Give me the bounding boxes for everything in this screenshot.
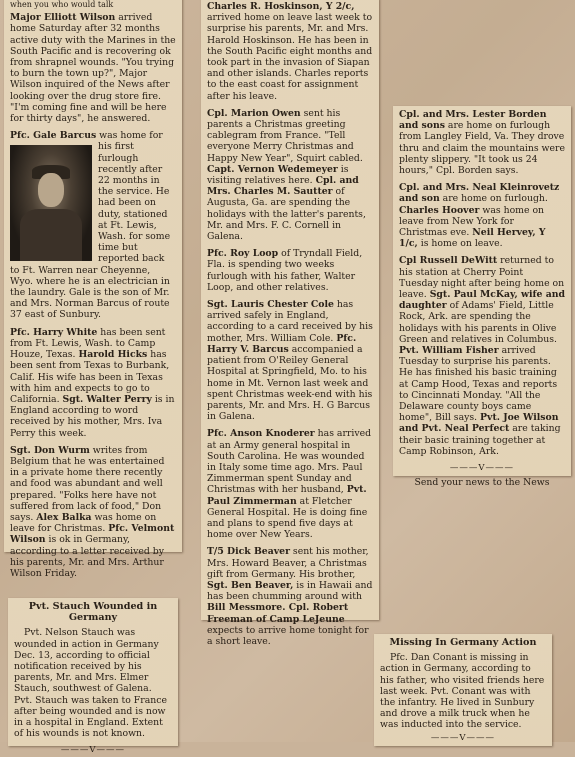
name-wilson-perfect: Pvt. Joe Wilson and Pvt. Neal Perfect: [399, 412, 559, 435]
headline-conant: Missing In Germany Action: [389, 637, 537, 648]
name-ben-beaver: Sgt. Ben Beaver,: [207, 579, 294, 591]
text-velmont-wilson: is ok in Germany, according to a letter received by his parents, Mr. and Mrs. Arthur Wilson Friday.: [10, 534, 164, 579]
name-don-wurm: Sgt. Don Wurm: [10, 444, 90, 456]
news-item-white: [10, 327, 176, 439]
text-barcus: was home for his first furlough recently after 22 months in the service. He had been on duty, stationed at Ft. Lewis, Wash. for some time but reported back to Ft. Warren near Cheyenne, Wyo. where he is an electrician in the laundry. Gale is the son of Mr. and Mrs. Norman Barcus of route 37 east of Sunbury.: [10, 130, 171, 321]
name-elliott-wilson: Major Elliott Wilson: [10, 12, 116, 24]
soldier-portrait-photo: [10, 145, 92, 261]
text-owen: sent his parents a Christmas greeting cablegram from France. "Tell everyone Merry Christmas and Happy New Year", Squirt cabled.: [207, 107, 363, 164]
text-balka: was home on leave for Christmas.: [10, 511, 157, 535]
text-zimmerman: at Fletcher General Hospital. He is doing fine and plans to spend five days at home over New Years.: [207, 495, 368, 541]
headline-stauch: Pvt. Stauch Wounded in Germany: [28, 601, 158, 624]
name-hervey: Neil Hervey, Y 1/c,: [399, 227, 546, 250]
name-gale-barcus: Pfc. Gale Barcus: [10, 130, 97, 142]
text-fisher: arrived Tuesday to surprise his parents. He has finished his basic training at Camp Hood, Texas and reports to Cincinnati Monday. "All the Delaware county boys came home", Bill says.: [399, 345, 558, 424]
text-knoderer: has arrived at an Army general hospital in South Carolina. He was wounded in Italy some time ago. Mrs. Paul Zimmerman spent Sunday and Christmas with her husband,: [207, 428, 372, 496]
clipping-conant: [374, 634, 552, 746]
name-alex-balka: Alex Balka: [36, 511, 92, 523]
text-conant: Pfc. Dan Conant is missing in action in Germany, according to his father, who visited friends here last week. Pvt. Conant was with the infantry. He lived in Sunbury and drove a milk truck when he was inducted into the service.: [380, 652, 545, 731]
name-marion-owen: Cpl. Marion Owen: [207, 107, 301, 119]
clipping-column-3: [393, 106, 571, 489]
news-item-dewitt: [399, 255, 565, 457]
news-item-loop: [207, 248, 373, 293]
text-perry: is in England according to word received by his mother, Mrs. Iva Perry this week.: [10, 393, 175, 439]
name-harry-barcus: Pfc. Harry V. Barcus: [207, 332, 357, 355]
text-sautter: of Augusta, Ga. are spending the holidays with the latter's parents, Mr. and Mrs. F. C. Cornell in Galena.: [207, 186, 366, 243]
text-wedemeyer: is visiting relatives here.: [207, 163, 349, 187]
text-cole: has arrived safely in England, according to a card received by his mother, Mrs. William Cole.: [207, 299, 373, 344]
news-item-kleinrovetz: [399, 182, 565, 249]
name-harold-hicks: Harold Hicks: [78, 349, 148, 361]
text-wilson-perfect: are taking their basic training together at Camp Robinson, Ark.: [399, 423, 561, 457]
name-hoskinson: Charles R. Hoskinson, Y 2/c,: [207, 1, 355, 12]
name-fisher: Pvt. William Fisher: [399, 345, 499, 357]
text-freeman: expects to arrive home tonight for a short leave.: [207, 624, 369, 647]
name-borden: Cpl. and Mrs. Lester Borden and sons: [399, 109, 547, 132]
text-stauch: Pvt. Nelson Stauch was wounded in action in Germany Dec. 13, according to official notification received by his parents, Mr. and Mrs. Elmer Stauch, southwest of Galena. Pvt. Stauch was taken to France after being wounded and is now in a hospital in England. Extent of his wounds is not known.: [14, 627, 167, 740]
text-wilson: arrived home Saturday after 32 months active duty with the Marines in the South Pacific and is recovering ok from shrapnel wounds. "You trying to burn the town up?", Major Wilson inquired of the News after looking over the drug store fire. "I'm coming fine and will be here for thirty days", he answered.: [10, 12, 176, 125]
news-item-owen: [207, 108, 373, 242]
footer-send-news: Send your news to the News: [414, 477, 550, 489]
clipping-stauch: [8, 598, 178, 756]
clipping-column-1: [4, 0, 182, 579]
text-borden: are home on furlough from Langley Field, Va. They drove thru and claim the mountains were plenty slippery. "It took us 24 hours," Cpl. Borden says.: [399, 120, 565, 177]
news-item-beaver: [207, 546, 373, 647]
text-wurm: writes from Belgium that he was entertained in a private home there recently and food was abundant and well prepared. "Folks here have not suffered from lack of food," Don says.: [10, 444, 165, 523]
text-ben-beaver: is in Hawaii and has been chumming around with: [207, 579, 373, 603]
text-hoskinson: arrived home on leave last week to surprise his parents, Mr. and Mrs. Harold Hoskinson. He has been in the South Pacific eight months and took part in the invasion of Siapan and other islands. Charles reports to the east coast for assignment after his leave.: [207, 12, 373, 102]
clipping-top-line: when you who would talk: [10, 0, 114, 9]
name-lauris-cole: Sgt. Lauris Chester Cole: [207, 299, 334, 311]
text-dewitt: returned to his station at Cherry Point Tuesday night after being home on leave.: [399, 255, 565, 301]
news-item-cole: [207, 299, 373, 422]
text-hervey: is home on leave.: [417, 238, 503, 250]
name-kleinrovetz: Cpl. and Mrs. Neal Kleinrovetz and son: [399, 182, 560, 205]
name-sautter: Cpl. and Mrs. Charles M. Sautter: [207, 175, 359, 198]
name-dewitt: Cpl Russell DeWitt: [399, 255, 498, 267]
text-hicks: has been sent from Texas to Burbank, Calif. His wife has been in Texas with him and expects to go to California.: [10, 349, 170, 405]
section-divider: ———V———: [430, 732, 496, 743]
section-divider: ———V———: [60, 745, 126, 756]
news-item-hoskinson: [207, 1, 373, 102]
name-harry-white: Pfc. Harry White: [10, 326, 98, 338]
name-wedemeyer: Capt. Vernon Wedemeyer: [207, 163, 338, 175]
text-harry-barcus: accompanied a patient from O'Reiley General Hospital at Springfield, Mo. to his home in Mt. Vernon last week and spent Christmas week-end with his parents, Mr. and Mrs. H. G Barcus in Galena.: [207, 343, 373, 423]
news-item-wurm: [10, 445, 176, 579]
text-hoover: was home on leave from New York for Christmas eve.: [399, 204, 545, 239]
text-beaver: sent his mother, Mrs. Howard Beaver, a Christmas gift from Germany. His brother,: [207, 546, 369, 580]
name-paul-zimmerman: Pvt. Paul Zimmerman: [207, 484, 367, 507]
name-mckay: Sgt. Paul McKay, wife and daughter: [399, 289, 565, 312]
name-dick-beaver: T/5 Dick Beaver: [207, 546, 290, 558]
name-anson-knoderer: Pfc. Anson Knoderer: [207, 428, 315, 440]
section-divider: ———V———: [449, 463, 515, 474]
news-item-borden: [399, 109, 565, 176]
clipping-column-2: [201, 0, 379, 647]
news-item-wilson: [10, 12, 176, 124]
text-mckay: of Adams' Field, Little Rock, Ark. are spending the holidays with his parents in Olive Green and relatives in Columbus.: [399, 300, 557, 345]
news-item-knoderer: [207, 428, 373, 540]
news-item-barcus: [10, 130, 176, 320]
name-hoover: Charles Hoover: [399, 204, 480, 216]
name-velmont-wilson: Pfc. Velmont Wilson: [10, 523, 175, 546]
text-white: has been sent from Ft. Lewis, Wash. to Camp Houze, Texas.: [10, 326, 166, 361]
name-walter-perry: Sgt. Walter Perry: [62, 393, 152, 405]
text-kleinrovetz: are home on furlough.: [439, 193, 548, 205]
name-messmore-freeman: Bill Messmore. Cpl. Robert Freeman of Camp LeJeune: [207, 602, 349, 625]
text-loop: of Tryndall Field, Fla. is spending two weeks furlough with his father, Walter Loop, and other relatives.: [207, 248, 363, 293]
name-roy-loop: Pfc. Roy Loop: [207, 248, 279, 260]
